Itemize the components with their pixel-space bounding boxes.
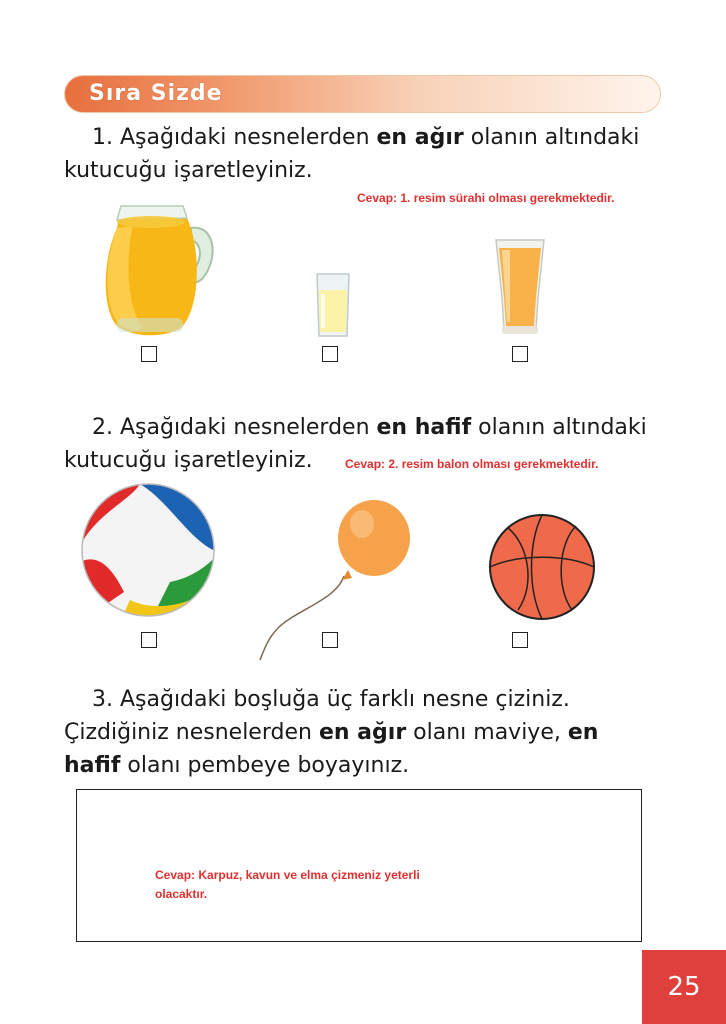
- basketball-image: [488, 514, 600, 624]
- checkbox-2-1[interactable]: [141, 632, 157, 648]
- question-3-line-3: hafif olanı pembeye boyayınız.: [64, 753, 410, 778]
- question-1-answer: Cevap: 1. resim sürahi olması gerekmektedir.: [357, 191, 615, 205]
- checkbox-2-3[interactable]: [512, 632, 528, 648]
- question-2-line-1: 2. Aşağıdaki nesnelerden en hafif olanın altındaki: [92, 415, 647, 440]
- question-1-line-1: 1. Aşağıdaki nesnelerden en ağır olanın altındaki: [92, 125, 640, 150]
- question-2-answer: Cevap: 2. resim balon olması gerekmektedir.: [345, 457, 599, 471]
- checkbox-1-3[interactable]: [512, 346, 528, 362]
- beach-ball-image: [80, 482, 220, 620]
- section-banner: [64, 75, 661, 113]
- checkbox-2-2[interactable]: [322, 632, 338, 648]
- checkbox-1-1[interactable]: [141, 346, 157, 362]
- checkbox-1-2[interactable]: [322, 346, 338, 362]
- question-3-line-1: 3. Aşağıdaki boşluğa üç farklı nesne çiziniz.: [92, 687, 570, 712]
- jug-image: [103, 198, 223, 340]
- page-number: 25: [642, 950, 726, 1024]
- question-2-line-2: kutucuğu işaretleyiniz.: [64, 448, 313, 473]
- small-glass-image: [315, 272, 351, 340]
- question-1-line-2: kutucuğu işaretleyiniz.: [64, 158, 313, 183]
- section-title: Sıra Sizde: [89, 81, 223, 106]
- tall-glass-image: [494, 238, 546, 338]
- question-3-answer: Cevap: Karpuz, kavun ve elma çizmeniz yeterli olacaktır.: [155, 868, 420, 901]
- question-3-line-2: Çizdiğiniz nesnelerden en ağır olanı maviye, en: [64, 720, 599, 745]
